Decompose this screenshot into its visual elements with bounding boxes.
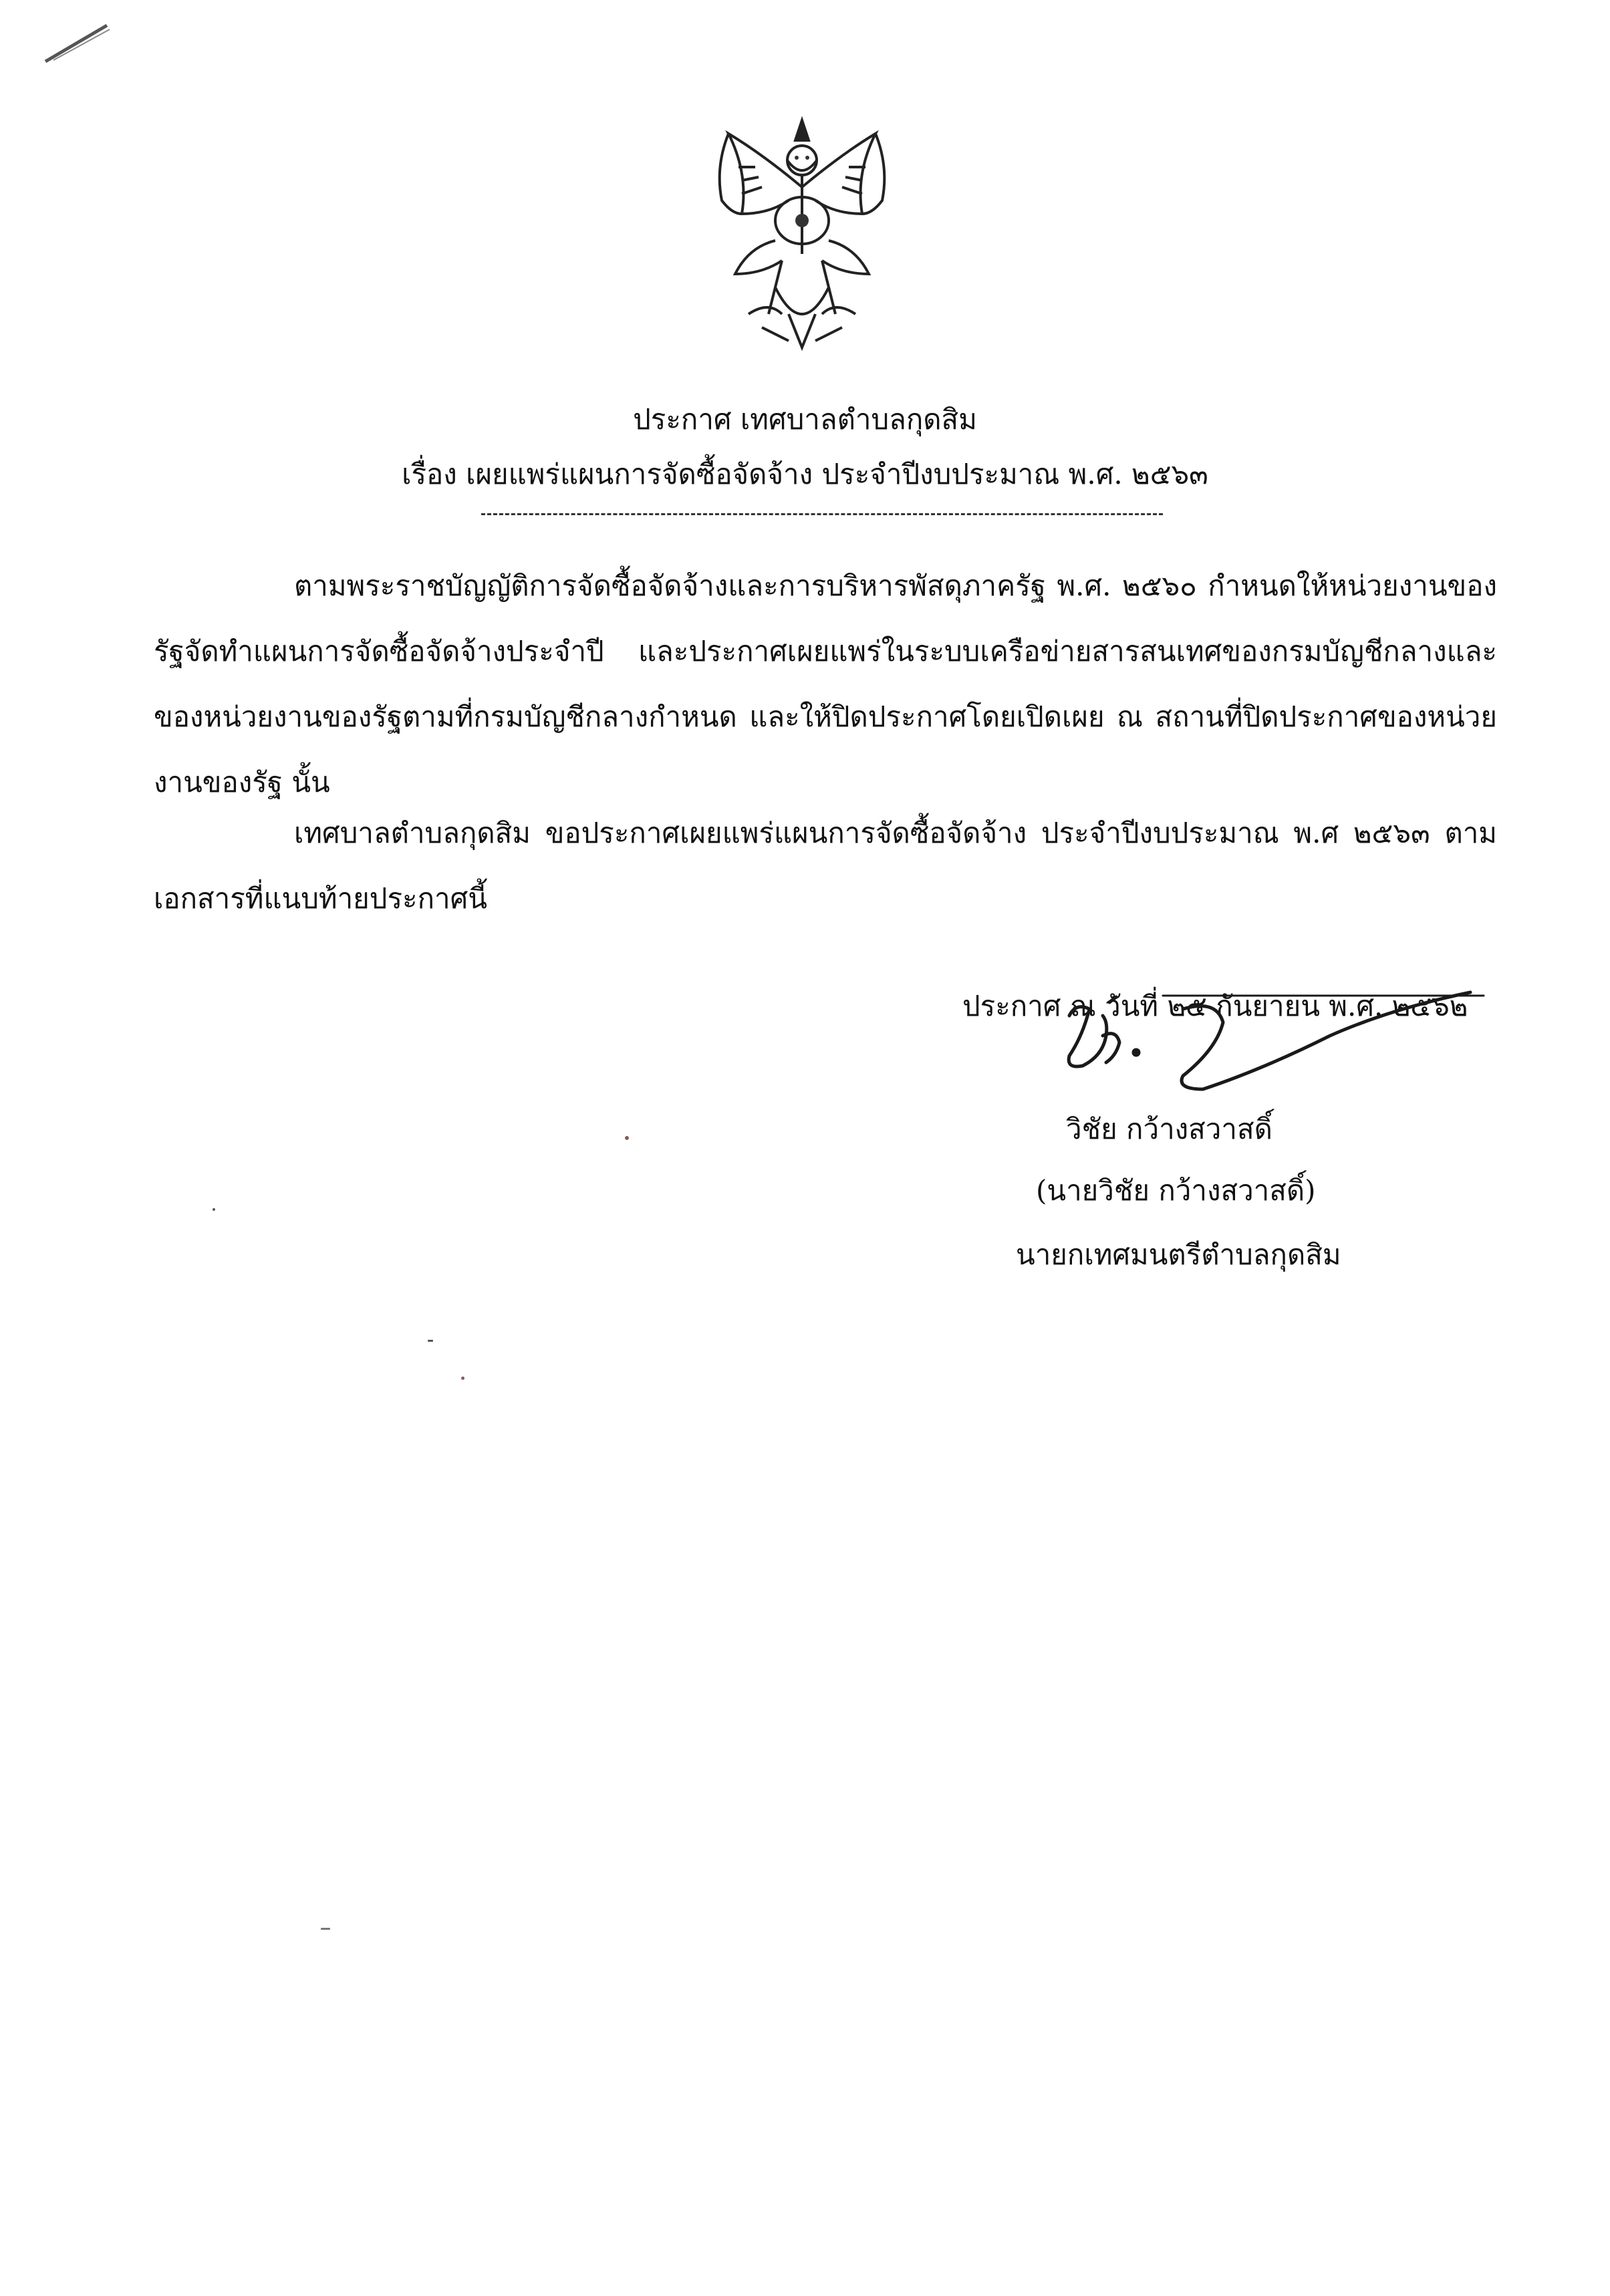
- body-paragraph-1: ตามพระราชบัญญัติการจัดซื้อจัดจ้างและการบริหารพัสดุภาครัฐ พ.ศ. ๒๕๖๐ กำหนดให้หน่วยงานของรัฐจัดทำแผนการจัดซื้อจัดจ้างประจำปี และประกาศเผยแพร่ในระบบเครือข่ายสารสนเทศของกรมบัญชีกลางและของหน่วยงานของรัฐตามที่กรมบัญชีกลางกำหนด และให้ปิดประกาศโดยเปิดเผย ณ สถานที่ปิดประกาศของหน่วยงานของรัฐ นั้น: [154, 569, 1497, 799]
- paper-speck: [625, 1136, 629, 1140]
- signer-full-name: (นายวิชัย กว้างสวาสดิ์): [1036, 1174, 1316, 1207]
- announcement-title: ประกาศ เทศบาลตำบลกุดสิม: [633, 403, 977, 436]
- garuda-emblem-icon: [702, 114, 902, 354]
- announcement-date: ประกาศ ณ วันที่ ๒๕ กันยายน พ.ศ. ๒๕๖๒: [962, 990, 1468, 1022]
- pen-mark-icon: [40, 20, 114, 67]
- paper-speck: [213, 1208, 215, 1211]
- body-paragraph-2: เทศบาลตำบลกุดสิม ขอประกาศเผยแพร่แผนการจัดซื้อจัดจ้าง ประจำปีงบประมาณ พ.ศ ๒๕๖๓ ตามเอกสารที่แนบท้ายประกาศนี้: [154, 817, 1497, 915]
- paper-speck: [321, 1928, 330, 1930]
- announcement-subject: เรื่อง เผยแพร่แผนการจัดซื้อจัดจ้าง ประจำปีงบประมาณ พ.ศ. ๒๕๖๓: [402, 458, 1208, 490]
- paper-speck: [461, 1377, 464, 1380]
- signer-name: วิชัย กว้างสวาสดิ์: [1066, 1113, 1272, 1145]
- divider: [481, 513, 1163, 515]
- paper-speck: [428, 1340, 433, 1342]
- handwritten-signature-icon: [1043, 989, 1497, 1123]
- signer-position: นายกเทศมนตรีตำบลกุดสิม: [1016, 1238, 1341, 1271]
